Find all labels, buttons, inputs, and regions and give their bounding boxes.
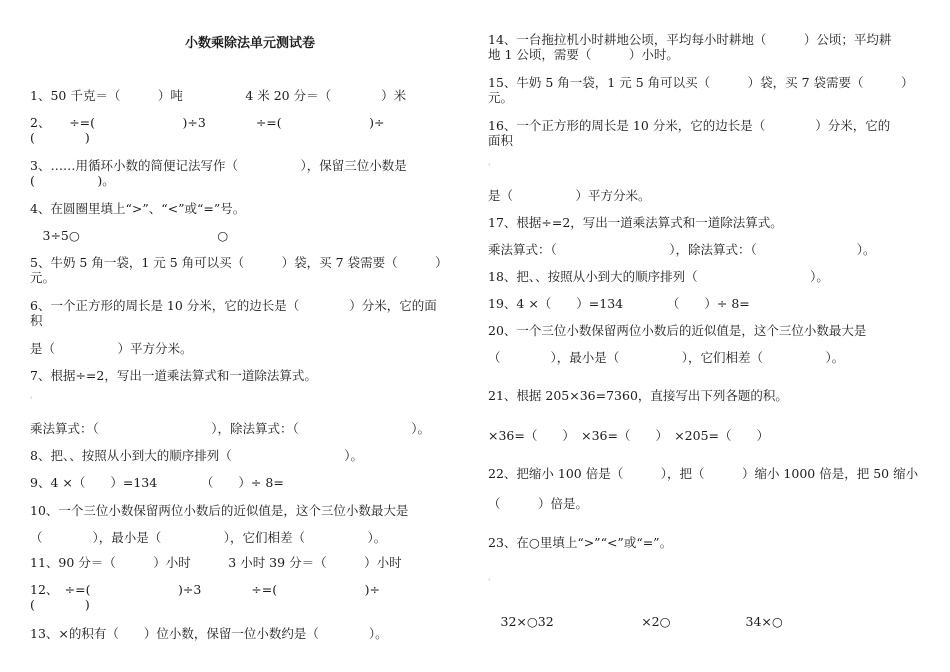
question-line: 3、……用循环小数的简便记法写作（ ），保留三位小数是 xyxy=(30,158,407,173)
question-line: 5、牛奶 5 角一袋，1 元 5 角可以买（ ）袋，买 7 袋需要（ ） xyxy=(30,255,448,270)
question-line: 9、4 ×（ ）=134 （ ）÷ 8= xyxy=(30,475,284,490)
question-line: （ ），最小是（ ），它们相差（ ）。 xyxy=(30,530,387,545)
exam-title: 小数乘除法单元测试卷 xyxy=(184,36,315,51)
question-line: 19、4 ×（ ）=134 （ ）÷ 8= xyxy=(488,296,750,311)
question-line: ×36=（ ） ×36=（ ） ×205=（ ） xyxy=(488,428,770,443)
question-line: 是（ ）平方分米。 xyxy=(30,341,193,356)
question-line: 11、90 分＝（ ）小时 3 小时 39 分＝（ ）小时 xyxy=(30,555,402,570)
question-line: 6、一个正方形的周长是 10 分米，它的边长是（ ）分米，它的面 xyxy=(30,298,437,313)
question-line: 2、 ÷=( )÷3 ÷=( )÷ xyxy=(30,115,385,130)
question-line: 积 xyxy=(30,313,43,328)
question-line: 面积 xyxy=(488,133,514,148)
question-line: 23、在○里填上“>”“<”或“=”。 xyxy=(488,535,673,550)
question-line: ( ) xyxy=(30,597,90,612)
question-line: 3÷5○ ○ xyxy=(30,228,229,243)
stray-mark: ˈ xyxy=(488,578,491,587)
question-line: 元。 xyxy=(30,270,56,285)
question-line: 20、一个三位小数保留两位小数后的近似值是，这个三位小数最大是 xyxy=(488,323,867,338)
question-line: （ ）倍是。 xyxy=(488,496,589,511)
question-line: 22、把缩小 100 倍是（ ），把（ ）缩小 1000 倍是，把 50 缩小 xyxy=(488,466,919,481)
question-line: 21、根据 205×36=7360，直接写出下列各题的积。 xyxy=(488,388,788,403)
question-line: 1、50 千克＝（ ）吨 4 米 20 分＝（ ）米 xyxy=(30,88,407,103)
question-line: 地 1 公顷，需要（ ）小时。 xyxy=(488,47,679,62)
question-line: ( ) xyxy=(30,130,90,145)
question-line: 12、 ÷=( )÷3 ÷=( )÷ xyxy=(30,582,380,597)
question-line: 13、×的积有（ ）位小数，保留一位小数约是（ ）。 xyxy=(30,626,388,641)
question-line: 14、一台拖拉机小时耕地公顷，平均每小时耕地（ ）公顷；平均耕 xyxy=(488,32,892,47)
question-line: 7、根据÷=2，写出一道乘法算式和一道除法算式。 xyxy=(30,368,317,383)
question-line: 16、一个正方形的周长是 10 分米，它的边长是（ ）分米，它的 xyxy=(488,118,891,133)
question-line: 4、在圆圈里填上“>”、“<”或“=”号。 xyxy=(30,201,246,216)
question-line: 18、把、、按照从小到大的顺序排列（ ）。 xyxy=(488,269,829,284)
question-line: （ ），最小是（ ），它们相差（ ）。 xyxy=(488,350,845,365)
question-line: 32×○32 ×2○ 34×○ xyxy=(488,614,783,629)
left-column xyxy=(30,0,465,672)
question-line: 元。 xyxy=(488,90,514,105)
right-column xyxy=(488,0,928,672)
question-line: 乘法算式：（ ），除法算式：（ ）。 xyxy=(488,242,876,257)
question-line: 10、一个三位小数保留两位小数后的近似值是，这个三位小数最大是 xyxy=(30,503,409,518)
question-line: 乘法算式：（ ），除法算式：（ ）。 xyxy=(30,421,431,436)
stray-mark: ˈ xyxy=(30,396,33,405)
question-line: 15、牛奶 5 角一袋，1 元 5 角可以买（ ）袋，买 7 袋需要（ ） xyxy=(488,75,914,90)
question-line: ( )。 xyxy=(30,173,115,188)
question-line: 8、把、、按照从小到大的顺序排列（ ）。 xyxy=(30,448,363,463)
question-line: 是（ ）平方分米。 xyxy=(488,188,651,203)
question-line: 17、根据÷=2，写出一道乘法算式和一道除法算式。 xyxy=(488,215,783,230)
stray-mark: ˈ xyxy=(488,163,491,172)
